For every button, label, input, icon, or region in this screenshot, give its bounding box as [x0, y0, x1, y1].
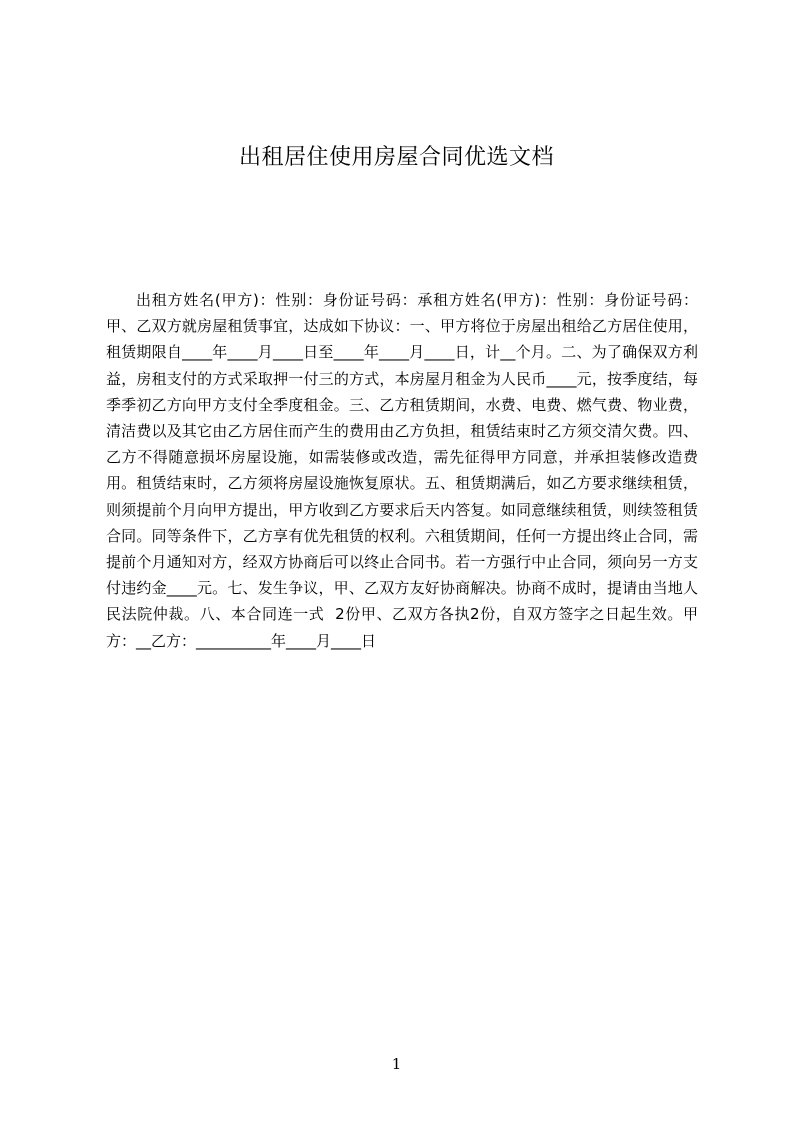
contract-body-text: 出租方姓名(甲方)：性别：身份证号码：承租方姓名(甲方)：性别：身份证号码：甲、乙双方就房屋租赁事宜，达成如下协议：一、甲方将位于房屋出租给乙方居住使用，租赁期限自____年____月____日至____年____月____日，计__个月。二、为了确保双方利益，房租支付的方式采取押一付三的方式，本房屋月租金为人民币____元，按季度结，每季季初乙方向甲方支付全季度租金。三、乙方租赁期间，水费、电费、燃气费、物业费，清洁费以及其它由乙方居住而产生的费用由乙方负担，租赁结束时乙方须交清欠费。四、乙方不得随意损坏房屋设施，如需装修或改造，需先征得甲方同意，并承担装修改造费用。租赁结束时，乙方须将房屋设施恢复原状。五、租赁期满后，如乙方要求继续租赁，则须提前个月向甲方提出，甲方收到乙方要求后天内答复。如同意继续租赁，则续签租赁合同。同等条件下，乙方享有优先租赁的权利。六租赁期间，任何一方提出终止合同，需提前个月通知对方，经双方协商后可以终止合同书。若一方强行中止合同，须向另一方支付违约金____元。七、发生争议，甲、乙双方友好协商解决。协商不成时，提请由当地人民法院仲裁。八、本合同连一式 2份甲、乙双方各执2份，自双方签字之日起生效。甲方：__乙方：__________年____月____日 — [106, 291, 698, 650]
page-number: 1 — [391, 1055, 402, 1073]
document-title: 出租居住使用房屋合同优选文档 — [238, 145, 554, 170]
